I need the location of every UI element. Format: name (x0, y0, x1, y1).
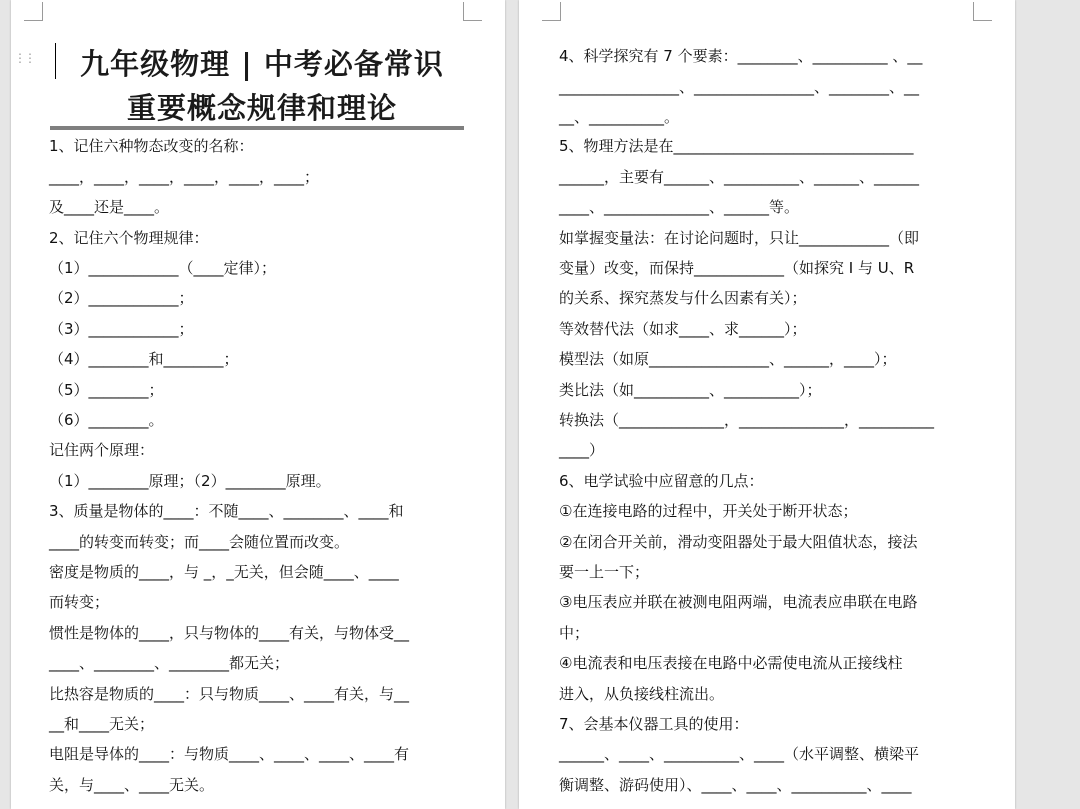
text-line[interactable]: 如掌握变量法：在讨论问题时，只让____________（即 (559, 229, 920, 247)
text-line[interactable]: （2）____________； (49, 289, 194, 307)
text-line[interactable]: 要一上一下； (559, 563, 650, 581)
text-line[interactable]: 变量）改变，而保持____________（如探究 I 与 U、R (559, 259, 915, 277)
text-line[interactable]: 记住两个原理： (49, 441, 155, 459)
text-line[interactable]: ①在连接电路的过程中，开关处于断开状态； (559, 502, 858, 520)
text-line[interactable]: （3）____________； (49, 320, 194, 338)
text-line[interactable]: 电阻是导体的____：与物质____、____、____、____有 (49, 745, 410, 763)
drag-handle-icon[interactable]: ⋮⋮ (14, 51, 34, 65)
text-line[interactable]: 模型法（如原________________、______，____）； (559, 350, 897, 368)
text-line[interactable]: ____、________、________都无关； (49, 654, 290, 672)
page-corner-marker (542, 2, 561, 21)
text-line[interactable]: ____、______________、______等。 (559, 198, 800, 216)
text-line[interactable]: 及____还是____。 (49, 198, 170, 216)
text-line[interactable]: 比热容是物质的____：只与物质____、____有关，与__ (49, 685, 410, 703)
text-line[interactable]: 5、物理方法是在________________________________ (559, 137, 914, 155)
text-line[interactable]: （1）________原理；（2）________原理。 (49, 472, 331, 490)
text-line[interactable]: ____的转变而转变；而____会随位置而改变。 (49, 533, 350, 551)
text-line[interactable]: 的关系、探究蒸发与什么因素有关）； (559, 289, 807, 307)
text-line[interactable]: 转换法（______________，______________，__________ (559, 411, 935, 429)
document-title[interactable]: 九年级物理 | 中考必备常识 (80, 47, 444, 81)
text-line[interactable]: 类比法（如__________、__________）； (559, 381, 822, 399)
text-line[interactable]: ____，____，____，____，____，____； (49, 168, 320, 186)
text-line[interactable]: 2、记住六个物理规律： (49, 229, 209, 247)
text-line[interactable]: 而转变； (49, 593, 110, 611)
text-line[interactable]: __和____无关； (49, 715, 155, 733)
text-line[interactable]: ________________、________________、________、__ (559, 78, 920, 96)
text-line[interactable]: 衡调整、游码使用）、____、____、__________、____ (559, 776, 912, 794)
text-line[interactable]: 中； (559, 624, 590, 642)
text-line[interactable]: 进入，从负接线柱流出。 (559, 685, 725, 703)
title-underline-rule (50, 126, 464, 130)
text-line[interactable]: __、__________。 (559, 108, 680, 126)
text-line[interactable]: 4、科学探究有 7 个要素：________、__________ 、__ (559, 47, 923, 65)
text-line[interactable]: （1）____________（____定律）； (49, 259, 277, 277)
text-line[interactable]: ④电流表和电压表接在电路中必需使电流从正接线柱 (559, 654, 903, 672)
text-line[interactable]: 7、会基本仪器工具的使用： (559, 715, 749, 733)
text-line[interactable]: 密度是物质的____，与 _，_无关，但会随____、____ (49, 563, 399, 581)
text-line[interactable]: ______，主要有______、__________、______、______ (559, 168, 920, 186)
text-line[interactable]: ②在闭合开关前，滑动变阻器处于最大阻值状态，接法 (559, 533, 918, 551)
page-corner-marker (24, 2, 43, 21)
text-line[interactable]: 等效替代法（如求____、求______）； (559, 320, 807, 338)
text-line[interactable]: 1、记住六种物态改变的名称： (49, 137, 254, 155)
text-line[interactable]: ______、____、__________、____（水平调整、横梁平 (559, 745, 920, 763)
text-line[interactable]: ____） (559, 441, 605, 459)
text-line[interactable]: ③电压表应并联在被测电阻两端，电流表应串联在电路 (559, 593, 918, 611)
text-line[interactable]: 惯性是物体的____，只与物体的____有关，与物体受__ (49, 624, 410, 642)
text-line[interactable]: 关，与____、____无关。 (49, 776, 215, 794)
page-corner-marker (463, 2, 482, 21)
document-subtitle[interactable]: 重要概念规律和理论 (126, 91, 397, 125)
document-page-right (519, 0, 1015, 809)
text-line[interactable]: （4）________和________； (49, 350, 239, 368)
text-line[interactable]: （6）________。 (49, 411, 164, 429)
text-line[interactable]: （5）________； (49, 381, 164, 399)
text-line[interactable]: 3、质量是物体的____：不随____、________、____和 (49, 502, 404, 520)
page-corner-marker (973, 2, 992, 21)
document-page-left (11, 0, 505, 809)
text-line[interactable]: 6、电学试验中应留意的几点： (559, 472, 764, 490)
